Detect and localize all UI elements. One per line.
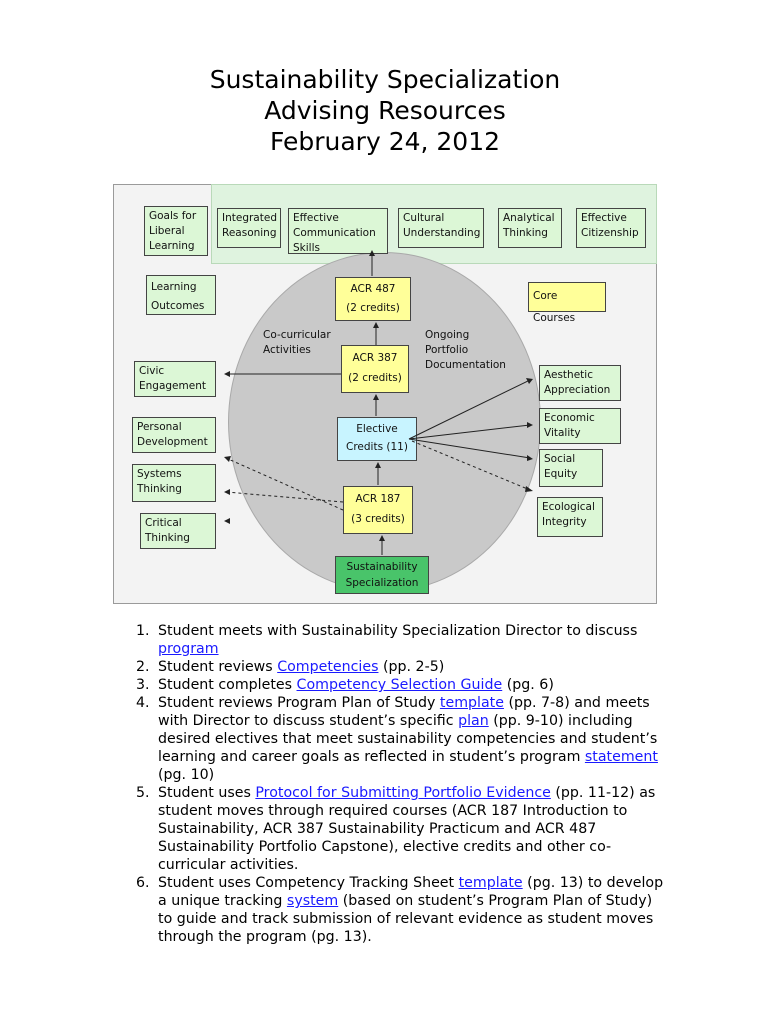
step-item: 5. Student uses Protocol for Submitting Portfolio Evidence (pp. 11-12) as student moves through required courses (ACR 187 Introduction to Sustainability, ACR 387 Sustainability Practicum and ACR 487 Sustainability Portfolio Capstone), elective credits and other co-curricular activities.	[136, 785, 656, 873]
tracking-template-link[interactable]: template	[458, 875, 523, 891]
course-acr387: ACR 387 (2 credits)	[341, 345, 409, 393]
goal-effective-communication: Effective Communication Skills	[288, 208, 388, 254]
program-link[interactable]: program	[158, 641, 219, 657]
arrow-aesthetic	[409, 380, 530, 439]
plan-link[interactable]: plan	[458, 713, 489, 729]
goals-label-box: Goals for Liberal Learning	[144, 206, 208, 256]
goal-analytical-thinking: Analytical Thinking	[498, 208, 562, 248]
course-acr487: ACR 487 (2 credits)	[335, 277, 411, 321]
competency-ecological-integrity: Ecological Integrity	[537, 497, 603, 537]
outcome-critical-thinking: Critical Thinking	[140, 513, 216, 549]
outcome-civic-engagement: Civic Engagement	[134, 361, 216, 397]
step-item: 1. Student meets with Sustainability Specialization Director to discuss program	[136, 623, 638, 657]
portfolio-label: Ongoing Portfolio Documentation	[425, 329, 506, 371]
step-item: 6. Student uses Competency Tracking Sheet template (pg. 13) to develop a unique tracking system (based on student’s Program Plan of Study) to guide and track submission of relevant evidence as student moves through the program (pg. 13).	[136, 875, 664, 945]
arrow-systems	[226, 492, 343, 502]
competency-social-equity: Social Equity	[539, 449, 603, 487]
statement-link[interactable]: statement	[584, 749, 658, 765]
specialization-box: Sustainability Specialization	[335, 556, 429, 594]
arrow-economic	[409, 425, 530, 439]
outcome-personal-development: Personal Development	[132, 417, 216, 453]
competency-economic-vitality: Economic Vitality	[539, 408, 621, 444]
step-item: 3. Student completes Competency Selection Guide (pg. 6)	[136, 677, 554, 693]
outcome-systems-thinking: Systems Thinking	[132, 464, 216, 502]
step-item: 2. Student reviews Competencies (pp. 2-5)	[136, 659, 445, 675]
elective-credits-box: Elective Credits (11)	[337, 417, 417, 461]
advising-steps	[126, 622, 666, 946]
portfolio-protocol-link[interactable]: Protocol for Submitting Portfolio Evidence	[255, 785, 551, 801]
cocurricular-label: Co-curricular Activities	[263, 329, 331, 356]
core-courses-box: Core Courses	[528, 282, 606, 312]
step-item: 4. Student reviews Program Plan of Study template (pp. 7-8) and meets with Director to discuss student’s specific plan (pp. 9-10) including desired electives that meet sustainability competencies and student’s learning and career goals as reflected in student’s program statement (pg. 10)	[136, 695, 658, 783]
learning-outcomes-box: Learning Outcomes	[146, 275, 216, 315]
system-link[interactable]: system	[286, 893, 339, 909]
competencies-link[interactable]: Competencies	[277, 659, 379, 675]
goal-integrated-reasoning: Integrated Reasoning	[217, 208, 281, 248]
title-line-3: February 24, 2012	[269, 127, 501, 156]
competency-selection-guide-link[interactable]: Competency Selection Guide	[296, 677, 503, 693]
course-acr187: ACR 187 (3 credits)	[343, 486, 413, 534]
goal-cultural-understanding: Cultural Understanding	[398, 208, 484, 248]
title-line-2: Advising Resources	[264, 96, 506, 125]
arrow-social	[409, 439, 530, 458]
competency-aesthetic-appreciation: Aesthetic Appreciation	[539, 365, 621, 401]
plan-template-link[interactable]: template	[439, 695, 504, 711]
title-line-1: Sustainability Specialization	[209, 65, 561, 94]
arrow-personal	[226, 458, 343, 510]
goal-effective-citizenship: Effective Citizenship	[576, 208, 646, 248]
